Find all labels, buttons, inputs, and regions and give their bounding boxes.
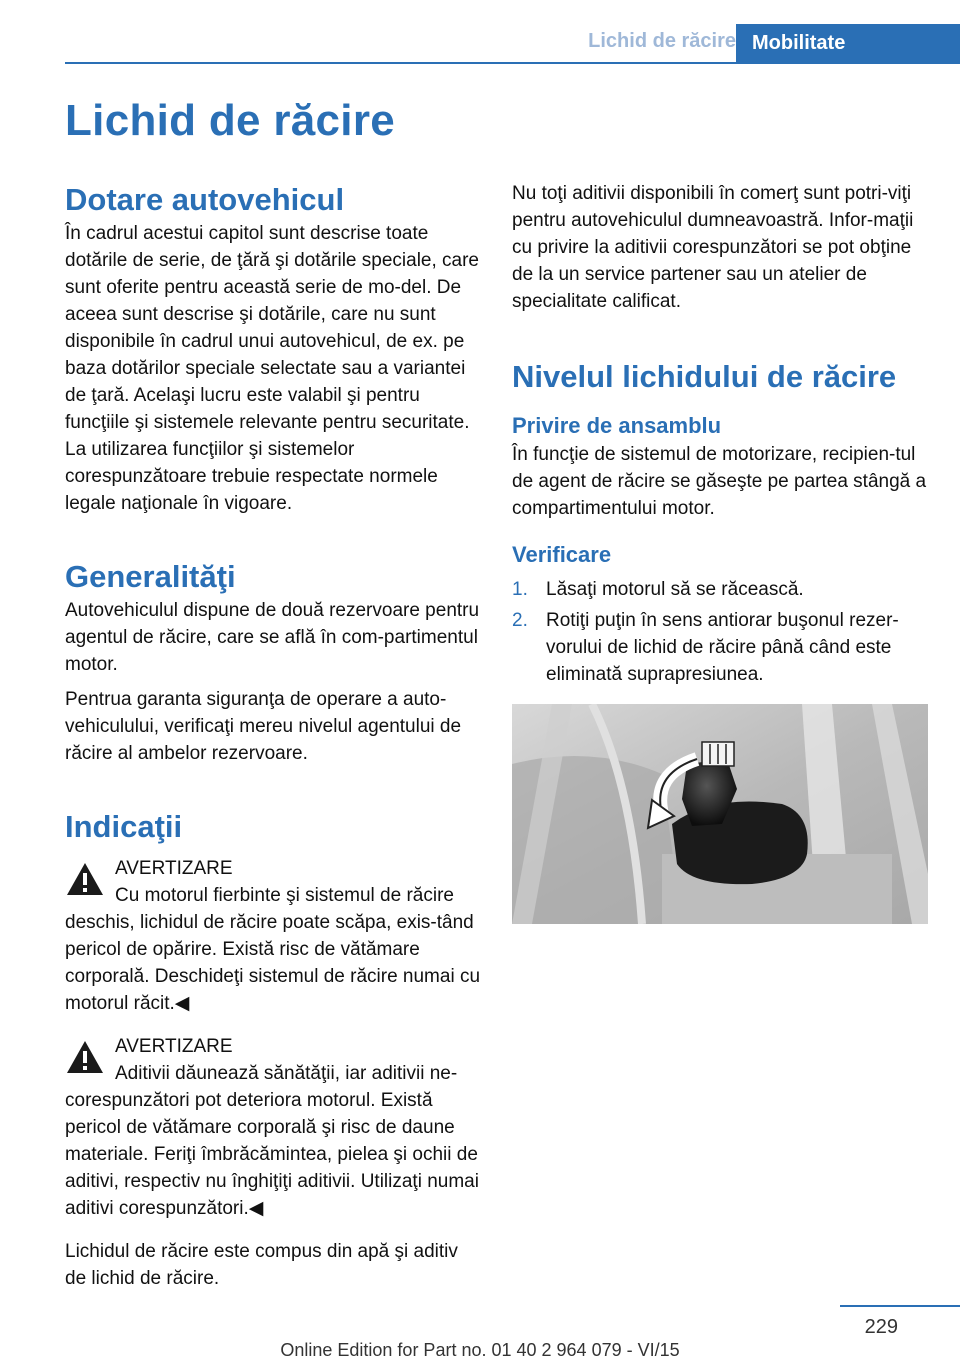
step-text: Rotiţi puţin în sens antiorar buşonul rezer‐vorului de lichid de răcire până când este eliminată suprapresiunea. xyxy=(546,610,899,685)
header-tab-mobilitate[interactable]: Mobilitate xyxy=(736,24,960,62)
verification-steps xyxy=(512,576,928,688)
warning-block-2 xyxy=(65,1033,480,1222)
coolant-reservoir-photo xyxy=(512,704,928,924)
dotare-paragraph: În cadrul acestui capitol sunt descrise toate dotările de serie, de ţără şi dotările speciale, care sunt oferite pentru această serie de mo‐del. De aceea sunt descrise şi dotările, care nu sunt disponibile în cadrul unui autovehicul, de ex. pe baza dotărilor speciale selectate sau a variantei de ţară. Acelaşi lucru este valabil şi pentru funcţiile şi sistemele relevante pentru securitate. La utilizarea funcţiilor şi sistemelor corespunzătoare trebuie respectate normele legale naţionale în vigoare. xyxy=(65,223,480,514)
step-text: Lăsaţi motorul să se răcească. xyxy=(546,579,804,600)
header-rule xyxy=(65,62,960,64)
generalitati-paragraph-2: Pentrua garanta siguranţa de operare a auto‐vehiculului, verificaţi mereu nivelul agentului de răcire al ambelor rezervoare. xyxy=(65,689,462,764)
section-title-dotare: Dotare autovehicul xyxy=(65,182,345,217)
warning-triangle-icon xyxy=(65,1039,105,1075)
footer-rule xyxy=(840,1305,960,1307)
header-section-title: Lichid de răcire xyxy=(588,30,736,52)
warning-text-content: Cu motorul fierbinte şi sistemul de răcire deschis, lichidul de răcire poate scăpa, exis‐tând pericol de opărire. Există risc de vătămare corporală. Deschideţi sistemul de răcire numai cu motorul răcit.◀ xyxy=(65,885,481,1014)
warning-block-1 xyxy=(65,855,480,1017)
page-number: 229 xyxy=(864,1316,898,1338)
coolant-cap-illustration xyxy=(512,704,928,924)
footer-edition: Online Edition for Part no. 01 40 2 964 079 - VI/15 xyxy=(280,1340,680,1360)
composition-paragraph: Lichidul de răcire este compus din apă şi aditiv de lichid de răcire. xyxy=(65,1241,458,1289)
section-title-generalitati: Generalităţi xyxy=(65,559,236,594)
generalitati-paragraph-1: Autovehiculul dispune de două rezervoare pentru agentul de răcire, care se află în com‐partimentul motor. xyxy=(65,600,480,675)
subsection-title-verificare: Verificare xyxy=(512,542,612,567)
warning-text xyxy=(65,882,480,1017)
right-column xyxy=(512,180,928,688)
additives-paragraph: Nu toţi aditivii disponibili în comerţ sunt potri‐viţi pentru autovehiculul dumneavoastră. Infor‐maţii cu privire la aditivii corespunzători se pot obţine de la un service partener sau un atelier de specialitate calificat. xyxy=(512,183,914,312)
list-item xyxy=(512,576,928,603)
list-item xyxy=(512,607,928,688)
subsection-title-privire: Privire de ansamblu xyxy=(512,413,722,438)
warning-text-content: Aditivii dăunează sănătăţii, iar aditivii ne‐corespunzători pot deteriora motorul. Există pericol de vătămare corporală şi risc de daune materiale. Feriţi îmbrăcămintea, pielea şi ochii de aditivi, respectiv nu înghiţiţi aditivii. Utilizaţi numai aditivi corespunzători.◀ xyxy=(65,1063,479,1219)
section-title-indicatii: Indicaţii xyxy=(65,809,183,844)
page-title: Lichid de răcire xyxy=(65,96,396,145)
warning-triangle-icon xyxy=(65,861,105,897)
step-number: 2. xyxy=(512,610,528,631)
warning-label: AVERTIZARE xyxy=(115,1036,233,1057)
section-title-nivel: Nivelul lichidului de răcire xyxy=(512,359,897,394)
step-number: 1. xyxy=(512,579,528,600)
left-column xyxy=(65,180,480,1292)
warning-text xyxy=(65,1060,480,1222)
privire-paragraph: În funcţie de sistemul de motorizare, recipien‐tul de agent de răcire se găseşte pe partea stângă a compartimentului motor. xyxy=(512,444,927,519)
warning-label: AVERTIZARE xyxy=(115,858,233,879)
